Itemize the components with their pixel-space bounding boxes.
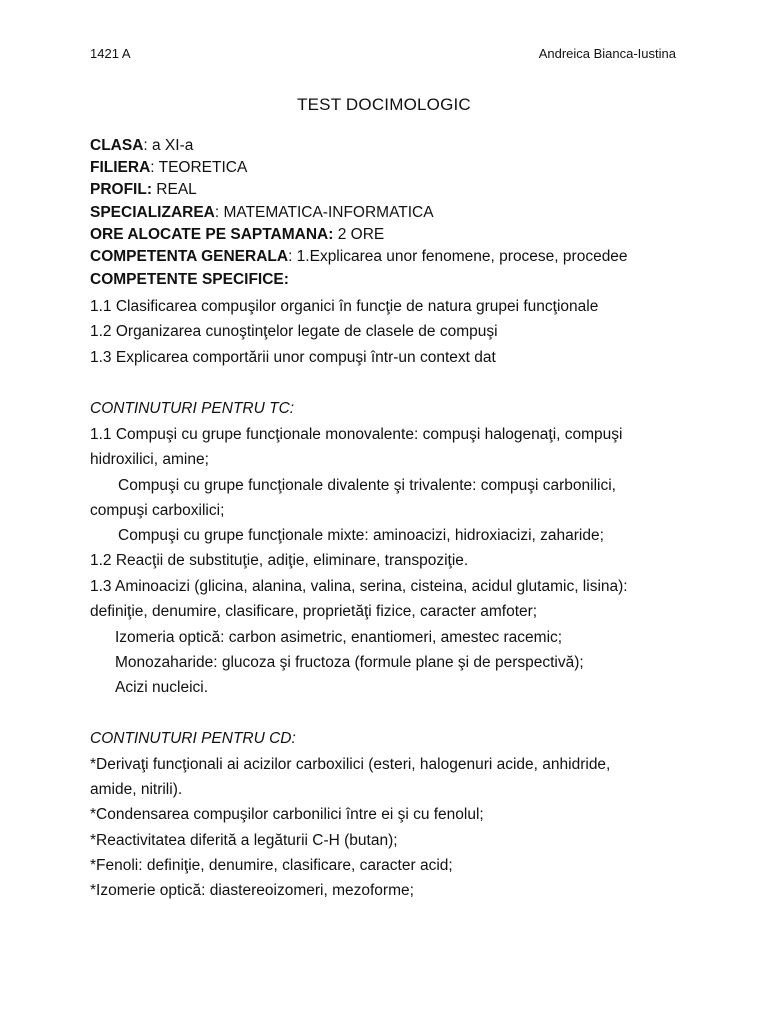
info-row-clasa	[90, 137, 193, 155]
info-label: FILIERA	[90, 159, 151, 176]
info-value: : 1.Explicarea unor fenomene, procese, procedee	[288, 248, 628, 265]
info-label: COMPETENTA GENERALA	[90, 248, 289, 265]
header-code: 1421 A	[90, 46, 131, 61]
info-row-ore	[90, 226, 384, 244]
competenta-item: 1.1 Clasificarea compuşilor organici în funcţie de natura grupei funcţionale	[90, 298, 599, 315]
competenta-item: 1.2 Organizarea cunoştinţelor legate de clasele de compuşi	[90, 323, 498, 340]
tc-line: Monozaharide: glucoza şi fructoza (formule plane şi de perspectivă);	[115, 654, 584, 671]
cd-line: *Condensarea compuşilor carbonilici între ei şi cu fenolul;	[90, 806, 484, 823]
info-row-specializarea	[90, 204, 434, 222]
header-author: Andreica Bianca-Iustina	[538, 46, 676, 61]
info-value: : a XI-a	[143, 137, 194, 154]
info-label: ORE ALOCATE PE SAPTAMANA:	[90, 226, 334, 243]
info-row-profil	[90, 181, 197, 199]
competente-heading: COMPETENTE SPECIFICE:	[90, 271, 289, 288]
cd-line: *Reactivitatea diferită a legăturii C-H (butan);	[90, 832, 398, 849]
info-row-filiera	[90, 159, 247, 177]
info-value: 2 ORE	[333, 226, 385, 243]
tc-line: definiţie, denumire, clasificare, proprietăţi fizice, caracter amfoter;	[90, 603, 538, 620]
info-value: : MATEMATICA-INFORMATICA	[214, 204, 434, 221]
info-label: PROFIL:	[90, 181, 152, 198]
cd-line: amide, nitrili).	[90, 781, 183, 798]
tc-line: compuşi carboxilici;	[90, 502, 225, 519]
info-label: SPECIALIZAREA	[90, 204, 215, 221]
document-title: TEST DOCIMOLOGIC	[297, 95, 471, 114]
cd-heading: CONTINUTURI PENTRU CD:	[90, 730, 296, 747]
info-label: CLASA	[90, 137, 144, 154]
info-row-competenta-generala	[90, 248, 628, 266]
tc-line: hidroxilici, amine;	[90, 451, 209, 468]
tc-line: Acizi nucleici.	[115, 679, 209, 696]
tc-line: 1.1 Compuşi cu grupe funcţionale monovalente: compuşi halogenaţi, compuşi	[90, 426, 623, 443]
info-value: : TEORETICA	[150, 159, 248, 176]
tc-line: Izomeria optică: carbon asimetric, enantiomeri, amestec racemic;	[115, 629, 563, 646]
tc-line: Compuşi cu grupe funcţionale mixte: aminoacizi, hidroxiacizi, zaharide;	[118, 527, 604, 544]
competenta-item: 1.3 Explicarea comportării unor compuşi într-un context dat	[90, 349, 496, 366]
tc-heading: CONTINUTURI PENTRU TC:	[90, 400, 295, 417]
cd-line: *Izomerie optică: diastereoizomeri, mezoforme;	[90, 882, 414, 899]
cd-line: *Fenoli: definiţie, denumire, clasificare, caracter acid;	[90, 857, 453, 874]
tc-line: 1.3 Aminoacizi (glicina, alanina, valina, serina, cisteina, acidul glutamic, lisina):	[90, 578, 628, 595]
tc-line: Compuşi cu grupe funcţionale divalente şi trivalente: compuşi carbonilici,	[118, 477, 616, 494]
tc-line: 1.2 Reacţii de substituţie, adiţie, eliminare, transpoziţie.	[90, 552, 469, 569]
info-value: REAL	[152, 181, 197, 198]
cd-line: *Derivaţi funcţionali ai acizilor carboxilici (esteri, halogenuri acide, anhidride,	[90, 756, 611, 773]
